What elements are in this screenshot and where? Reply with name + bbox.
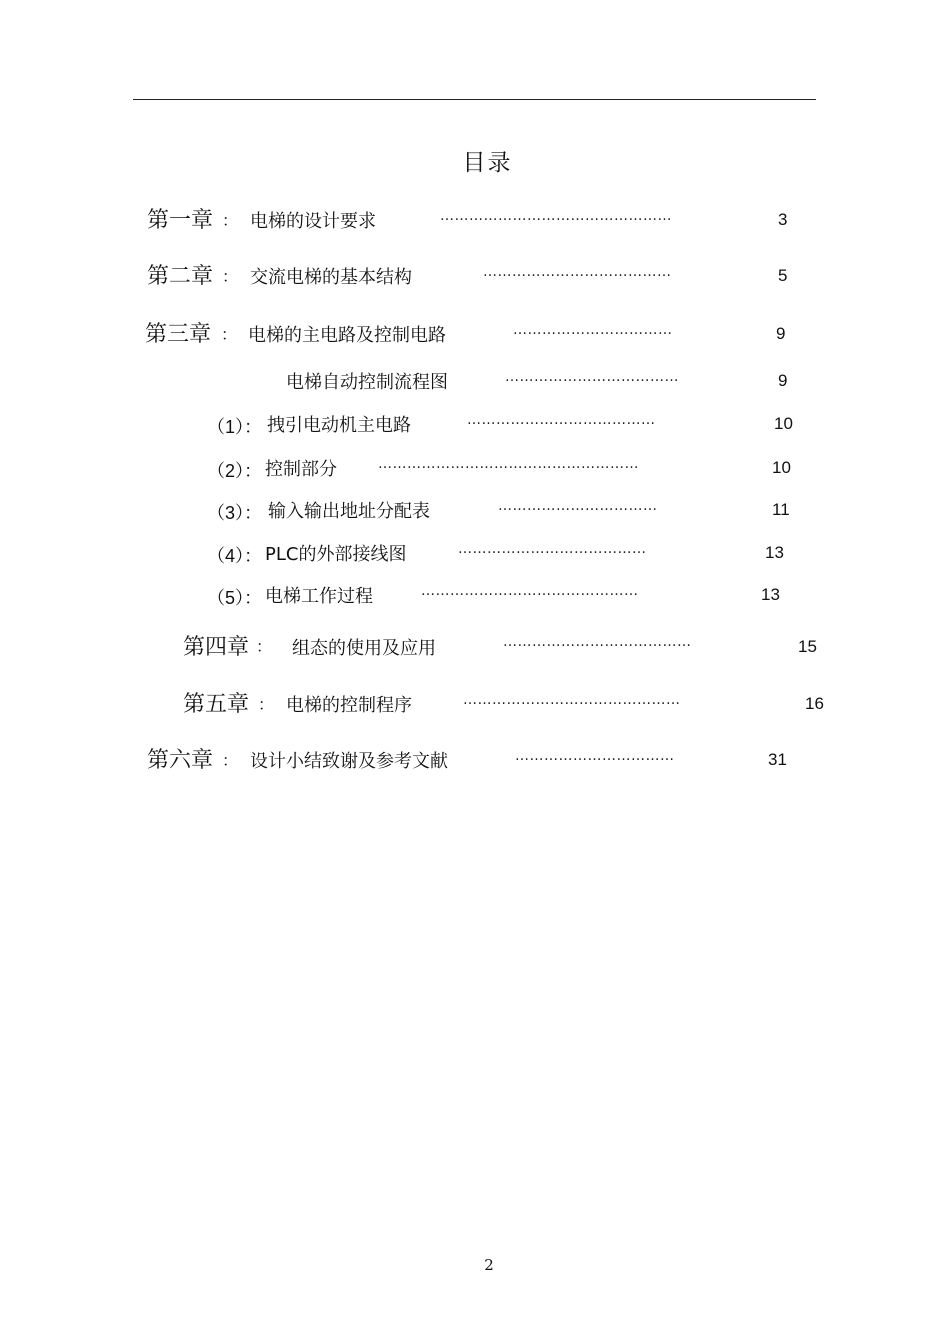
entry-title: 电梯的设计要求 <box>250 211 376 232</box>
page-number: 10 <box>772 458 791 477</box>
dot-leader: …………………………… <box>513 322 673 338</box>
page-number: 5 <box>778 266 788 285</box>
toc-entry-section-4[interactable] <box>0 540 950 570</box>
page-number: 16 <box>805 694 824 713</box>
chapter-colon: ： <box>221 325 238 344</box>
chapter-colon: ： <box>222 267 239 286</box>
toc-entry-chapter-5[interactable] <box>0 687 950 717</box>
page-number: 9 <box>778 371 788 390</box>
chapter-colon: ： <box>256 637 273 656</box>
section-number: （2）： <box>207 461 263 481</box>
dot-leader: ………………………………… <box>458 541 647 557</box>
entry-title: 交流电梯的基本结构 <box>250 267 412 288</box>
toc-entry-chapter-3[interactable] <box>0 317 950 347</box>
chapter-label: 第三章 <box>145 322 212 347</box>
chapter-label: 第四章 <box>183 635 250 660</box>
dot-leader: ……………………………………… <box>421 583 639 599</box>
dot-leader: ……………………………… <box>505 369 679 385</box>
toc-entry-section-3[interactable] <box>0 497 950 527</box>
entry-title: 电梯的控制程序 <box>286 695 412 716</box>
dot-leader: ………………………………… <box>503 634 692 650</box>
toc-entry-chapter-1[interactable] <box>0 203 950 233</box>
entry-title: 电梯的主电路及控制电路 <box>248 325 446 346</box>
footer-page-number: 2 <box>484 1256 494 1274</box>
chapter-colon: ： <box>222 751 239 770</box>
toc-title: 目录 <box>462 150 513 176</box>
section-number: （1）： <box>207 417 263 437</box>
page-number: 31 <box>768 750 787 769</box>
header-rule <box>133 99 816 100</box>
page-number: 11 <box>772 500 790 519</box>
toc-entry-chapter-4[interactable] <box>0 630 950 660</box>
section-number: （3）： <box>207 503 263 523</box>
dot-leader: ……………………………………………… <box>378 456 639 472</box>
toc-entry-chapter-6[interactable] <box>0 743 950 773</box>
dot-leader: ………………………………… <box>483 264 672 280</box>
chapter-label: 第一章 <box>147 208 214 233</box>
page-number: 9 <box>776 324 786 343</box>
chapter-colon: ： <box>222 211 239 230</box>
chapter-label: 第二章 <box>147 264 214 289</box>
chapter-label: 第六章 <box>147 748 214 773</box>
toc-entry-section-2[interactable] <box>0 455 950 485</box>
toc-entry-chapter-2[interactable] <box>0 259 950 289</box>
chapter-colon: ： <box>258 695 275 714</box>
entry-title: 电梯工作过程 <box>265 586 373 607</box>
toc-entry-section-5[interactable] <box>0 582 950 612</box>
page-number: 15 <box>798 637 817 656</box>
entry-title: 拽引电动机主电路 <box>267 415 411 436</box>
section-number: （5）： <box>207 588 263 608</box>
chapter-label: 第五章 <box>183 692 250 717</box>
page-number: 13 <box>761 585 780 604</box>
section-number: （4）： <box>207 546 263 566</box>
entry-title: PLC的外部接线图 <box>265 544 407 565</box>
page-number: 3 <box>778 210 788 229</box>
page-number: 10 <box>774 414 793 433</box>
dot-leader: …………………………… <box>498 498 658 514</box>
page-number: 13 <box>765 543 784 562</box>
entry-title: 输入输出地址分配表 <box>268 501 430 522</box>
entry-title: 组态的使用及应用 <box>292 638 436 659</box>
entry-title: 设计小结致谢及参考文献 <box>250 751 448 772</box>
toc-entry-section-1[interactable] <box>0 411 950 441</box>
dot-leader: ………………………………………… <box>440 208 672 224</box>
toc-entry-flowchart[interactable] <box>0 368 950 398</box>
entry-title: 控制部分 <box>265 459 337 480</box>
entry-title: 电梯自动控制流程图 <box>286 372 448 393</box>
dot-leader: …………………………… <box>515 748 675 764</box>
dot-leader: ………………………………… <box>467 412 656 428</box>
dot-leader: ……………………………………… <box>463 692 681 708</box>
